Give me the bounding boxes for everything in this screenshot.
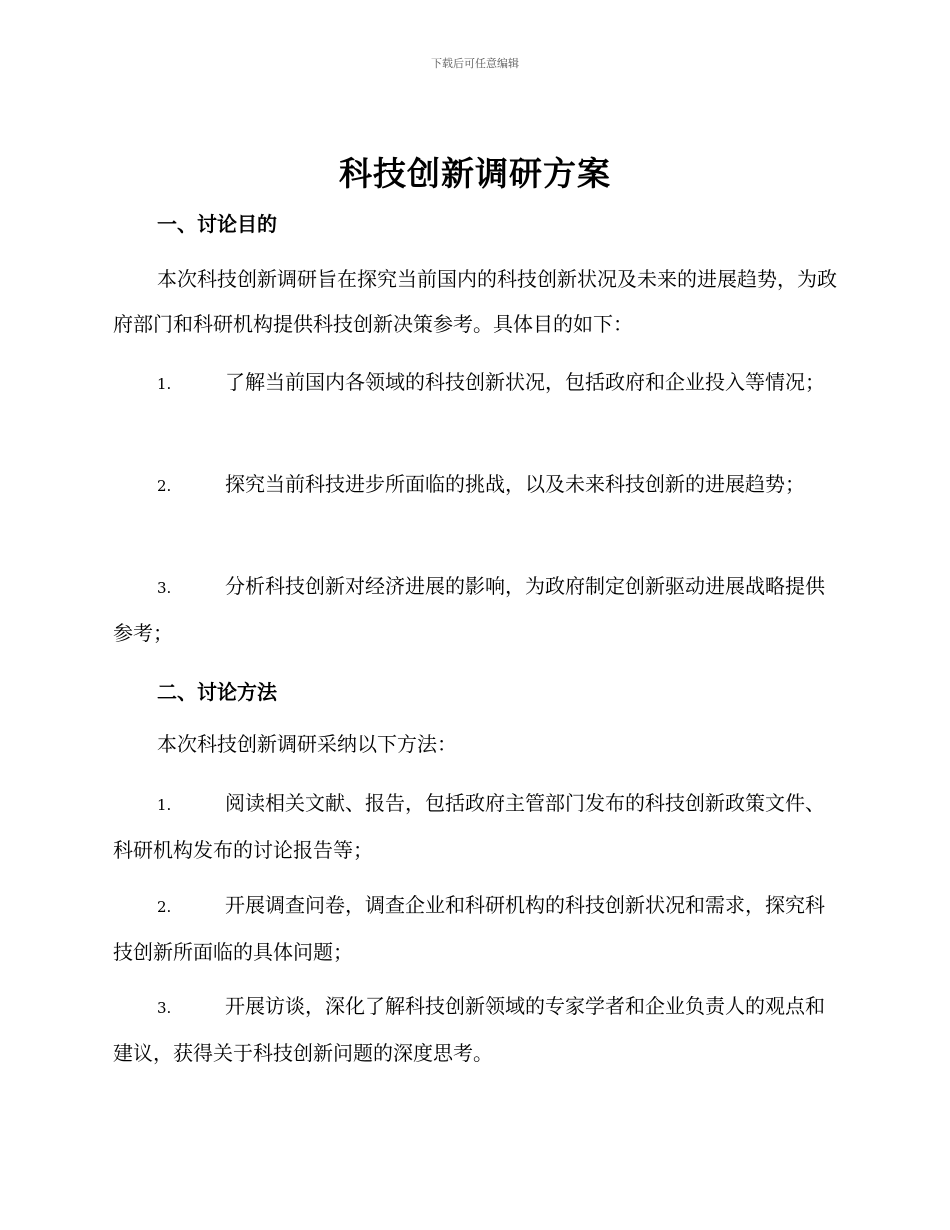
list-item bbox=[113, 360, 837, 407]
header-note: 下载后可任意编辑 bbox=[431, 57, 519, 70]
list-item-number: 2. bbox=[157, 477, 172, 495]
section-intro-purpose: 本次科技创新调研旨在探究当前国内的科技创新状况及未来的进展趋势，为政府部门和科研机构提供科技创新决策参考。具体目的如下： bbox=[113, 267, 837, 336]
list-item bbox=[113, 462, 837, 509]
list-item bbox=[113, 883, 837, 975]
document-title: 科技创新调研方案 bbox=[339, 154, 611, 193]
list-item-text: 开展调查问卷，调查企业和科研机构的科技创新状况和需求，探究科技创新所面临的具体问题； bbox=[113, 893, 825, 964]
list-item-text: 了解当前国内各领域的科技创新状况，包括政府和企业投入等情况； bbox=[225, 370, 825, 394]
list-item bbox=[113, 781, 837, 873]
list-item-text: 探究当前科技进步所面临的挑战，以及未来科技创新的进展趋势； bbox=[225, 472, 805, 496]
section-heading-purpose: 一、讨论目的 bbox=[157, 212, 277, 236]
list-item-number: 1. bbox=[157, 375, 172, 393]
section-heading-method: 二、讨论方法 bbox=[157, 680, 277, 704]
list-item bbox=[113, 984, 837, 1076]
list-item-number: 2. bbox=[157, 898, 172, 916]
list-item-number: 3. bbox=[157, 999, 172, 1017]
list-item-text: 分析科技创新对经济进展的影响，为政府制定创新驱动进展战略提供参考； bbox=[113, 574, 825, 645]
list-item-text: 阅读相关文献、报告，包括政府主管部门发布的科技创新政策文件、科研机构发布的讨论报告等； bbox=[113, 791, 825, 862]
list-item-number: 1. bbox=[157, 796, 172, 814]
list-item bbox=[113, 564, 837, 656]
section-intro-method: 本次科技创新调研采纳以下方法： bbox=[157, 732, 457, 756]
list-item-text: 开展访谈，深化了解科技创新领域的专家学者和企业负责人的观点和建议，获得关于科技创新问题的深度思考。 bbox=[113, 994, 825, 1065]
list-item-number: 3. bbox=[157, 579, 172, 597]
